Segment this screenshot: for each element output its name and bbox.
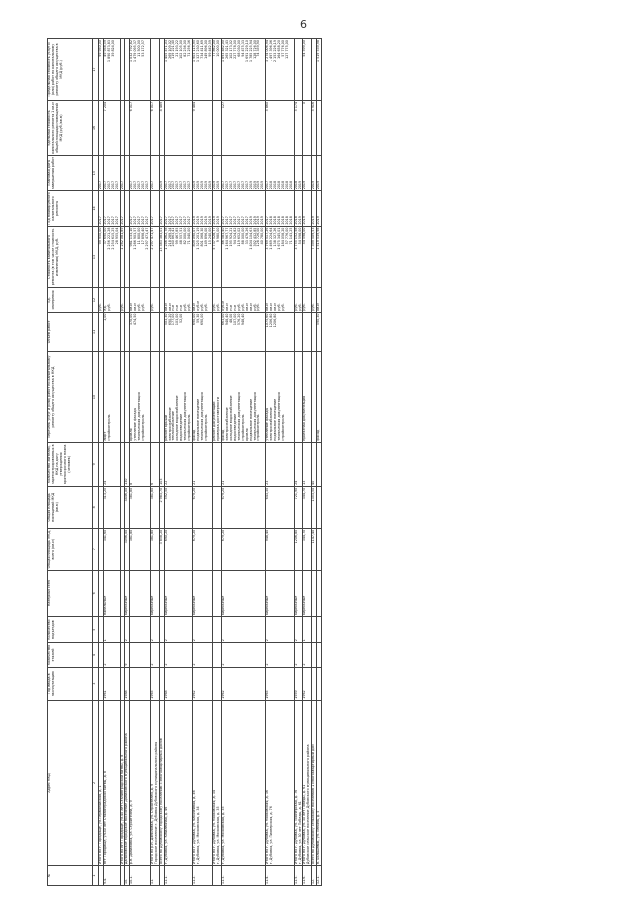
column-number: 8 — [93, 486, 99, 528]
column-number: 1 — [93, 866, 99, 886]
column-number: 17 — [93, 39, 99, 101]
cell-y1: 2017 — [120, 191, 125, 226]
cell-n: 11.3. — [222, 866, 266, 886]
column-header: Количество жителей, зарегистрированных в МКД на дату утверждения краткосрочного плана (человек) — [48, 442, 93, 486]
cell-cost: 54 598,00 — [303, 226, 312, 288]
cell-y2: 2019 — [312, 156, 317, 191]
cell-ppl: 130 — [125, 442, 130, 486]
cell-lim: 54 599,00 — [303, 39, 312, 101]
column-number: 7 — [93, 528, 99, 570]
cell-lim: 1 893 482,00 265 321,43 102 173,02 227 778,00 68 030,00 94 475,33 1 691 229,10 1 785 225,94 128 726,00 74 359,90 — [222, 39, 266, 101]
cell-y1: 2019 — [303, 191, 312, 226]
cell-n: 11.5. — [294, 866, 303, 886]
cell-unit: кв.м кв.м кв.м руб. руб. — [266, 288, 294, 312]
cell-unit: кв.м — [317, 288, 322, 312]
cell-unit: руб. — [99, 288, 104, 312]
cell-fl: 2 — [303, 643, 312, 667]
column-header: Плановая дата завершения работ — [48, 156, 93, 191]
column-header: Год планируемого капитального ремонта — [48, 191, 93, 226]
cell-yr — [130, 667, 151, 700]
cell-en — [130, 616, 151, 642]
cell-mat: кирпичные — [150, 570, 159, 616]
cell-unit: кв.м куб.м руб. руб. — [192, 288, 213, 312]
cell-addr: г. Дубовка, ул. Московская, д. 35 — [222, 700, 266, 865]
column-header: Ед. измерения — [48, 288, 93, 312]
cell-a2: 679,20 — [222, 486, 266, 528]
cell-vol: 503,30 690,20 177,00 103,00 52,00 — [164, 312, 192, 352]
column-header: Количество подъездов — [48, 616, 93, 642]
cell-vol: 590,30 — [317, 312, 322, 352]
column-header: Перечень услуг и (или) работ по капитальному ремонту общего имущества в МКД — [48, 352, 93, 442]
cell-y1: 2017 2017 2017 2017 2017 2017 2017 2019 2019 2019 2019 — [222, 191, 266, 226]
cell-y1: 2018 2019 — [294, 191, 303, 226]
cell-lim: 77 862,00 10 000,00 — [213, 39, 222, 101]
cell-ppl: 24 — [103, 442, 120, 486]
cell-a1: 3096,00 — [125, 528, 130, 570]
cell-a1: 341,60 — [103, 528, 120, 570]
table-row — [150, 39, 159, 886]
cell-ppl: 21 — [222, 442, 266, 486]
table-row — [317, 39, 322, 886]
cell-cost: 1 282 081,89 — [120, 226, 125, 288]
cell-ppl — [213, 442, 222, 486]
cell-addr: Даниловское городское поселение Даниловского муниципального района — [125, 700, 130, 865]
cell-vol: 370,00 474,50 — [130, 312, 151, 352]
cell-fl: 2 — [266, 643, 294, 667]
cell-y2: 2017 2017 2017 2017 2017 2017 2017 — [164, 156, 192, 191]
cell-vol: 663,00 948,40 48,00 107,00 576,20 948,40 — [222, 312, 266, 352]
cell-addr: Итого по р.п. Даниловка, ул. Строителей, д. 9 Городское поселение г. Дубовка Дубовского муниципального района — [150, 700, 159, 865]
cell-unit: кв.м кв.м п.м п.м п.м руб. руб. — [164, 288, 192, 312]
cell-y2: 2017 2017 2017 2017 — [103, 156, 120, 191]
cell-mat — [317, 570, 322, 616]
cell-fl: 2 — [222, 643, 266, 667]
cell-yr: 1988 — [125, 667, 130, 700]
cell-en: 1 — [303, 616, 312, 642]
cell-a2: 643,30 — [266, 486, 294, 528]
column-number: 16 — [93, 100, 99, 155]
cell-addr: Всего по Дубовскому сельскому поселению 1 многоквартирный дом — [312, 700, 317, 865]
column-header: Объем работ — [48, 312, 93, 352]
cell-addr: Итого по г. Дубовка, ул. Пионерская, д. 76 г. Дубовка, ул. 30 лет Победы, д. 61 — [294, 700, 303, 865]
cell-works: ремонт крыши электроснабжение теплоснабжение холодное водоснабжение водоотведение техническая документация стройконтроль — [164, 352, 192, 442]
cell-en: 2 — [192, 616, 213, 642]
cell-y1: 2017 2017 2017 2017 2017 2017 2017 — [164, 191, 192, 226]
cell-y2: 2017 2018 2018 2018 2018 2018 2018 — [266, 156, 294, 191]
cell-a1: 948,40 — [266, 528, 294, 570]
cell-n: 9.4. — [103, 866, 120, 886]
cell-vol — [303, 312, 312, 352]
cell-works — [150, 352, 159, 442]
cell-y2: 2019 — [303, 156, 312, 191]
cell-en: 2 — [125, 616, 130, 642]
cell-a2: 313,20 — [103, 486, 120, 528]
cell-ppl: 21 — [192, 442, 213, 486]
cell-vol: 1,00 — [103, 312, 120, 352]
cell-fl — [317, 643, 322, 667]
cell-ppl: 22 — [164, 442, 192, 486]
cell-spec: 6 017 — [130, 100, 151, 155]
cell-n: 11.1. — [164, 866, 192, 886]
cell-fl: 2 — [294, 643, 303, 667]
cell-a1: 344,70 — [303, 528, 312, 570]
cell-a2: 1353,50 — [312, 486, 317, 528]
cell-mat: кирпичные — [222, 570, 266, 616]
cell-cost: 1 519 539,98 — [317, 226, 322, 288]
cell-fl — [130, 643, 151, 667]
cell-spec: 4 489 — [159, 100, 164, 155]
cell-y2: 2019 — [159, 156, 164, 191]
cell-cost: 5 737 528,77 9 980,00 — [213, 226, 222, 288]
cell-n: 10. — [125, 866, 130, 886]
column-header: Предельная стоимость услуг и (или) работ по капитальному ремонту общего имущества в МКД (руб.) — [48, 39, 93, 101]
cell-n: 11.2. — [192, 866, 213, 886]
cell-en: 2 — [294, 616, 303, 642]
cell-y2: 2017 2017 2017 2017 2017 — [130, 156, 151, 191]
cell-addr: Итого по г. Дубовка, ул. Московская, д. 34 г. Дубовка, ул. Московская, д. 35 — [213, 700, 222, 865]
cell-a1: 381,80 — [150, 528, 159, 570]
cell-unit: руб. руб. — [294, 288, 303, 312]
cell-y1: 2019 2019 — [213, 191, 222, 226]
repair-plan-sheet — [47, 38, 620, 886]
cell-spec: 0 — [303, 100, 312, 155]
cell-yr: 1962 — [222, 667, 266, 700]
cell-spec: 127 — [222, 100, 266, 155]
cell-yr: 1959 — [294, 667, 303, 700]
cell-cost: 3 755 152,58 54 598,00 — [294, 226, 303, 288]
cell-mat: панельные — [103, 570, 120, 616]
cell-unit: ед. руб. — [103, 288, 120, 312]
cell-a1: 381,80 — [130, 528, 151, 570]
column-number: 5 — [93, 616, 99, 642]
cell-fl: 2 — [164, 643, 192, 667]
table-row — [164, 39, 192, 886]
cell-yr: 1962 — [303, 667, 312, 700]
column-number: 9 — [93, 442, 99, 486]
cell-ppl: 13 — [303, 442, 312, 486]
cell-y2: 2019 2019 — [213, 156, 222, 191]
cell-addr: Всего по Дубовскому городскому поселению 5 многоквартирных домов — [159, 700, 164, 865]
cell-vol: 690,00 59,30 690,00 — [192, 312, 213, 352]
table-row — [213, 39, 222, 886]
cell-addr: р.п. Даниловка, ул. Строителей, д. 9 — [130, 700, 151, 865]
cell-mat: кирпичные — [125, 570, 130, 616]
table-row — [130, 39, 151, 886]
cell-a2: 2 983,70 — [159, 486, 164, 528]
cell-works: проектная документация — [303, 352, 312, 442]
cell-lim: 99 950,00 — [99, 39, 104, 101]
cell-works: утепление фасада электроснабжение подвальное помещение техническая документация стройконтроль — [266, 352, 294, 442]
cell-unit: руб. — [303, 288, 312, 312]
table-row — [103, 39, 120, 886]
cell-spec — [317, 100, 322, 155]
cell-lim: 1 903 115,95 1 327 230,60 734 411,69 149 896,00 99 442,59 — [192, 39, 213, 101]
cell-unit: кв.м кв.м руб. руб. — [130, 288, 151, 312]
cell-yr: 1965 — [150, 667, 159, 700]
cell-spec: 5 916 — [312, 100, 317, 155]
cell-lim — [150, 39, 159, 101]
cell-yr: 1961 — [103, 667, 120, 700]
cell-mat: кирпичные — [266, 570, 294, 616]
cell-mat: кирпичные — [294, 570, 303, 616]
cell-fl: 2 — [192, 643, 213, 667]
cell-n: 11. — [150, 866, 159, 886]
column-number: 3 — [93, 667, 99, 700]
page-number: 6 — [300, 18, 307, 31]
cell-yr — [317, 667, 322, 700]
cell-mat: кирпичные — [164, 570, 192, 616]
column-number: 4 — [93, 643, 99, 667]
column-number: 15 — [93, 156, 99, 191]
column-header: Удельная стоимость капитального ремонта 1 кв.м общей площади помещений МКД (руб./кв.м) — [48, 100, 93, 155]
cell-addr: Итого по г. Дубовка, ул. Московская, д. 36 г. Дубовка, ул. Пионерская, д. 76 — [266, 700, 294, 865]
cell-mat: кирпичные — [303, 570, 312, 616]
cell-fl: 2 — [103, 643, 120, 667]
column-number: 12 — [93, 288, 99, 312]
cell-yr: 1962 — [192, 667, 213, 700]
cell-a2: 381,80 — [130, 486, 151, 528]
cell-addr: г. Дубовка, ул. Юбилейная, д. 46 — [164, 700, 192, 865]
cell-cost: 13 383 383,01 — [159, 226, 164, 288]
cell-a1: 690,20 — [164, 528, 192, 570]
cell-n: 10.1. — [130, 866, 151, 886]
cell-works: ремонт документации проверка достоверности — [213, 352, 222, 442]
cell-yr: 1965 — [266, 667, 294, 700]
column-number: 14 — [93, 191, 99, 226]
cell-unit: руб. — [120, 288, 125, 312]
cell-a1: 1206,80 — [294, 528, 303, 570]
cell-a1: 3 858,20 — [159, 528, 164, 570]
cell-y2: 2017 — [150, 156, 159, 191]
cell-works: фасад — [317, 352, 322, 442]
cell-spec: 5 860 — [266, 100, 294, 155]
cell-a1: 679,20 — [222, 528, 266, 570]
cell-fl: 9 — [125, 643, 130, 667]
cell-a2: 381,80 — [150, 486, 159, 528]
cell-works: фасад подвальное помещение техническая документация стройконтроль — [192, 352, 213, 442]
column-header: № — [48, 866, 93, 886]
header-row — [48, 39, 93, 886]
cell-y1: 2017 2018 2018 2018 2018 2018 2018 — [266, 191, 294, 226]
column-number: 11 — [93, 312, 99, 352]
cell-yr: 1968 — [164, 667, 192, 700]
cell-en: 2 — [266, 616, 294, 642]
cell-addr: Итого по г. Дубовка, ул. 30 лет Победы, д. 61 Дубовское сельское поселение Дубовского муниципального района — [303, 700, 312, 865]
column-number: 13 — [93, 226, 99, 288]
table-body — [99, 39, 322, 886]
column-number: 10 — [93, 352, 99, 442]
table-row — [266, 39, 294, 886]
column-header: Стоимость капитального ремонта (в том числе стоимость изменения) МКД, руб. — [48, 226, 93, 288]
cell-mat — [130, 570, 151, 616]
cell-lim: 49 958,59 1 890 873,83 39 824,00 — [103, 39, 120, 101]
cell-lim: 1 405 471,03 269 109,02 119 221,40 21 193,22 102 105,00 82 236,00 71 256,36 — [164, 39, 192, 101]
column-header: Адрес МКД — [48, 700, 93, 865]
cell-spec: 5 174 — [294, 100, 303, 155]
cell-vol: 1075,60 1206,80 1206,80 — [266, 312, 294, 352]
cell-n: 12.1. — [317, 866, 322, 886]
cell-y1: 2017 2017 2017 2017 — [103, 191, 120, 226]
cell-cost: 1 246 062,78 218 289,24 240 863,41 99 467,85 48 557,51 82 000,00 71 040,00 — [164, 226, 192, 288]
cell-works: лифт стройконтроль — [103, 352, 120, 442]
cell-addr: п. Большевик, ул. Ленина, д. 5 — [317, 700, 322, 865]
cell-en — [317, 616, 322, 642]
cell-y1: 2019 — [312, 191, 317, 226]
cell-vol — [294, 312, 303, 352]
cell-unit: куб.м кв.м п.м п.м руб. руб. кв.м кв.м руб. руб. — [222, 288, 266, 312]
cell-y1: 2017 — [99, 191, 104, 226]
cell-y2: 2019 — [317, 156, 322, 191]
cell-unit: руб. руб. — [213, 288, 222, 312]
cell-ppl: 6 — [150, 442, 159, 486]
cell-a1: 1147,40 — [312, 528, 317, 570]
cell-y2: 2019 2019 2019 2019 2019 — [192, 156, 213, 191]
cell-ppl: 103 — [159, 442, 164, 486]
cell-en: 2 — [164, 616, 192, 642]
cell-a2: 721,90 — [294, 486, 303, 528]
cell-vol — [150, 312, 159, 352]
cell-a2: 679,20 — [192, 486, 213, 528]
cell-spec — [213, 100, 222, 155]
cell-works: кровля утепление фасада техническая документация стройконтроль — [130, 352, 151, 442]
cell-ppl: 8 — [130, 442, 151, 486]
cell-y1: 2017 — [150, 191, 159, 226]
cell-lim: 1 032 792,82 1 479 095,37 11 500,00 53 172,57 — [130, 39, 151, 101]
cell-a1 — [317, 528, 322, 570]
cell-en: 2 — [222, 616, 266, 642]
cell-spec: 6 017 — [150, 100, 159, 155]
cell-a2: 592,50 — [164, 486, 192, 528]
cell-unit: руб. — [150, 288, 159, 312]
cell-mat: кирпичные — [192, 570, 213, 616]
table-row — [222, 39, 266, 886]
cell-y1: 2017 — [159, 191, 164, 226]
cell-n: 11.4. — [266, 866, 294, 886]
cell-lim: 3 274 006,94 - 497 396,06 2 153 226,19 164 658,20 57 776,00 127 775,00 — [266, 39, 294, 101]
cell-cost: 37 690,00 2 256 221,28 2 254 615,25 28 955,04 — [103, 226, 120, 288]
column-header: Количество этажей — [48, 643, 93, 667]
cell-ppl — [317, 442, 322, 486]
cell-ppl: 24 — [294, 442, 303, 486]
cell-addr: Итого по г. Городище, ул.Первомайская, д. 1 — [99, 700, 104, 865]
cell-y1: 2017 2017 2017 2017 2017 — [130, 191, 151, 226]
cell-cost: 3 769 517,26 1 469 224,64 138 327,26 1 675 345,01 184 058,20 57 776,00 71 143,25 — [266, 226, 294, 288]
cell-addr: пгт Городище, ул.40 лет Сталинградской битвы, д. 8 — [103, 700, 120, 865]
cell-cost: 86 583,40 1 164 967,77 195 924,21 94 524,82 119 652,02 88 000,00 33 478,26 1 404 104,63 392 432,85 128 726,00 40 780,00 — [222, 226, 266, 288]
cell-a2: 344,70 — [303, 486, 312, 528]
cell-addr: Итого по г. Дубовка, ул. Юбилейная, д. 46 г. Дубовка, ул. Московская, д. 34 — [192, 700, 213, 865]
table-row — [192, 39, 213, 886]
cell-ppl: 23 — [266, 442, 294, 486]
cell-y1: 2019 2019 2019 2019 2019 — [192, 191, 213, 226]
cell-cost: 2 297 471,47 — [150, 226, 159, 288]
column-header: Общая площадь МКД, всего (кв.м) — [48, 528, 93, 570]
cell-y2: 2018 2019 — [294, 156, 303, 191]
cell-y2: 2017 — [120, 156, 125, 191]
cell-n: 12. — [312, 866, 317, 886]
cell-spec — [164, 100, 192, 155]
cell-ppl: 40 — [312, 442, 317, 486]
cell-cost: 99 950,00 — [99, 226, 104, 288]
cell-spec: 7 204 — [103, 100, 120, 155]
cell-cost: 981 133,10 1 286 903,57 11 800,00 17 898,40 2 297 471,47 — [130, 226, 151, 288]
cell-cost: 7 399 509,53 — [312, 226, 317, 288]
cell-a1: 679,20 — [192, 528, 213, 570]
table-row — [294, 39, 303, 886]
cell-addr: Итого по пгт Городище, ул.40 лет Сталинградской битвы, д. 8 — [120, 700, 125, 865]
cell-a2 — [317, 486, 322, 528]
cell-en: 1 — [103, 616, 120, 642]
cell-y2: 2017 — [99, 156, 104, 191]
cell-a2: 3446,00 — [125, 486, 130, 528]
cell-y2: 2017 2017 2017 2017 2017 2017 2017 2019 2019 2019 2019 — [222, 156, 266, 191]
column-number: 2 — [93, 700, 99, 865]
cell-works: фасад электроснабжение холодное водоснабжение водоотведение техническая документация стройконтроль кровля подвальное помещение техническая документация стройконтроль — [222, 352, 266, 442]
column-header: Материал стен — [48, 570, 93, 616]
column-number: 6 — [93, 570, 99, 616]
repair-plan-table — [47, 38, 322, 886]
cell-n: 11.6. — [303, 866, 312, 886]
cell-spec: 9 484 — [192, 100, 213, 155]
cell-en: 2 — [150, 616, 159, 642]
cell-lim: 1 519 539,98 — [317, 39, 322, 101]
column-header: Общая площадь помещений МКД (кв.м) — [48, 486, 93, 528]
cell-cost: 809 090,07 1 325 201,19 801 068,30 149 896,00 15 240,00 — [192, 226, 213, 288]
column-header: Год ввода в эксплуатацию — [48, 667, 93, 700]
cell-y1: 2019 — [317, 191, 322, 226]
cell-unit: руб. — [312, 288, 317, 312]
cell-fl: 2 — [150, 643, 159, 667]
